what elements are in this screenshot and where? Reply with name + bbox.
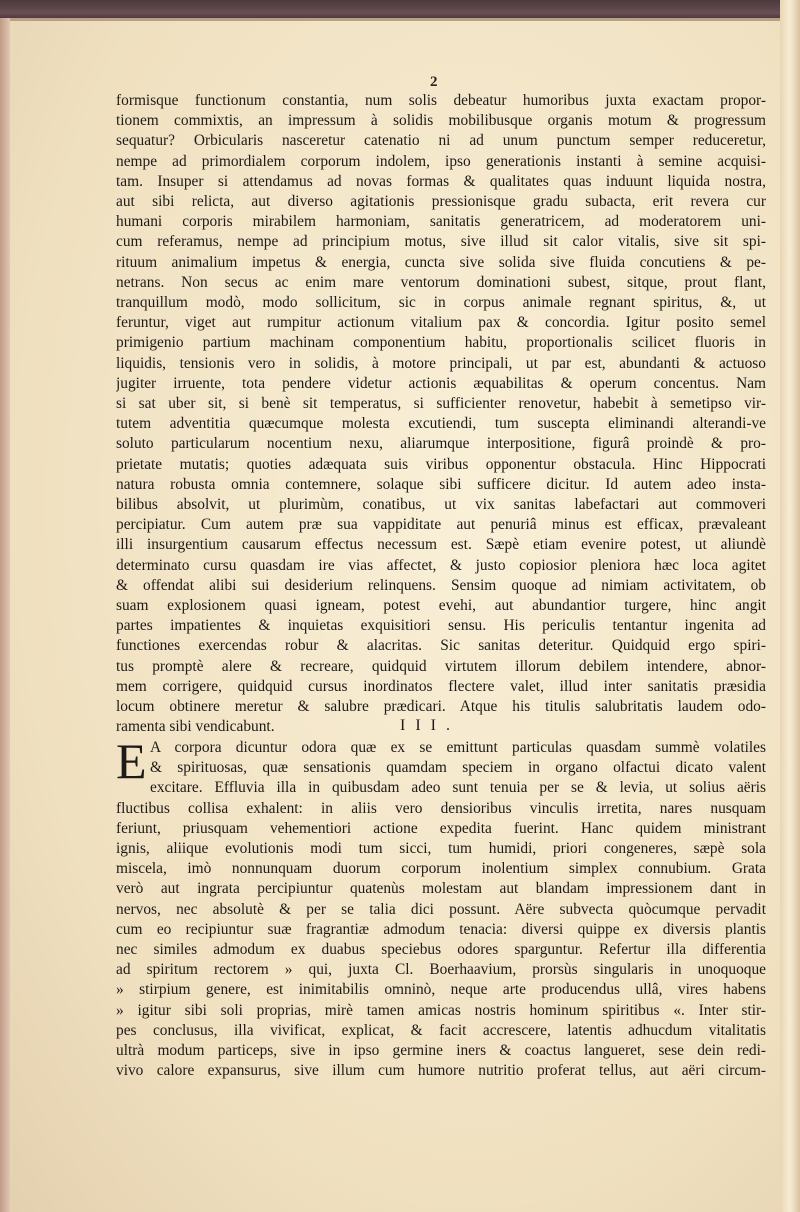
text-line: prietate mutatis; quoties adæquata suis viribus opponentur obstacula. Hinc Hippocrati [116,455,766,473]
text-line: aut sibi relicta, aut diverso agitationis pressionisque gradu subacta, erit revera cur [116,193,766,211]
text-line: cum eo recipiuntur suæ fragrantiæ admodum tenacia: diversi quippe ex diversis plantis [116,920,766,938]
text-line: nempe ad primordialem corporum indolem, ipso generationis instanti à semine acquisi- [116,152,766,170]
text-line: cum referamus, nempe ad principium motus, sive illud sit calor vitalis, sive sit spi- [116,233,766,251]
page-right-edge [780,0,800,1212]
text-line: liquidis, tensionis vero in solidis, à motore principali, ut par est, abundanti & actuoso [116,354,766,372]
text-line: ultrà modum particeps, sive in ipso germine iners & coactus langueret, sese dein redi- [116,1042,766,1060]
text-line: miscela, imò nonnunquam duorum corporum inolentium simplex connubium. Grata [116,860,766,878]
paragraph-2 [116,799,766,1082]
page-number: 2 [430,74,438,90]
text-line: tus promptè alere & recreare, quidquid virtutem illorum debilem intendere, abnor- [116,657,766,675]
text-line: excitare. Effluvia illa in quibusdam adeo sunt tenuia per se & levia, ut solius aëris [150,779,766,797]
paragraph-1 [116,91,766,738]
text-line: sequatur? Orbicularis nasceretur catenatio ni ad unum punctum semper reduceretur, [116,132,766,150]
text-line: ad spiritum rectorem » qui, juxta Cl. Boerhaavium, prorsùs singularis in unoquoque [116,961,766,979]
text-line: mem corrigere, quidquid cursus inordinatos flectere valet, illud inter sanitatis præsidia [116,677,766,695]
text-line: natura robusta omnia contemnere, solaque sibi sufficere dicitur. Id autem adeo insta- [116,475,766,493]
text-line: tionem commixtis, an impressum à solidis mobilibusque organis motum & progressum [116,112,766,130]
text-line: feruntur, viget aut rumpitur actionum vitalium pax & concordia. Igitur posito semel [116,314,766,332]
text-line: percipiatur. Cum autem præ sua vappiditate aut penuriâ minus est efficax, prævaleant [116,516,766,534]
text-line: bilibus absolvit, ut plurimùm, conatibus, ut vix sanitas labefactari aut commoveri [116,496,766,514]
text-line: ramenta sibi vendicabunt. [116,718,275,736]
text-line: functiones exercendas robur & alacritas. Sic sanitas deteritur. Quidquid ergo spiri- [116,637,766,655]
text-line: verò aut ingrata percipiuntur quatenùs molestam aut blandam impressionem dant in [116,880,766,898]
text-line: A corpora dicuntur odora quæ ex se emittunt particulas quasdam summè volatiles [150,739,766,756]
text-line: jugiter irruente, tota pendere videtur actionis æquabilitas & operum concentus. Nam [116,374,766,392]
text-line: ignis, aliique evolutionis modi tum sicci, tum humidi, priori congeneres, sæpè sola [116,840,766,857]
text-line: feriunt, priusquam vehementiori actione expedita fuerint. Hanc quidem ministrant [116,819,766,837]
text-line: rituum animalium impetus & energia, cuncta sive solida sive fluida concutiens & pe- [116,253,766,271]
text-line: pes conclusus, illa vivificat, explicat, & facit accrescere, latentis adhucdum vitalitatis [116,1021,766,1039]
text-line: suam explosionem quasi igneam, potest evehi, aut abundantior turgere, hinc angit [116,597,766,615]
text-line: primigenio partium machinam componentium habitu, proportionalis scilicet fluoris in [116,334,766,352]
text-line: vivo calore expansurus, sive illum cum humore nutritio proferat tellus, aut aëri circum- [116,1062,766,1080]
text-line: netrans. Non secus ac enim mare ventorum dominationi subest, sitque, prout flant, [116,273,766,291]
text-line: fluctibus collisa exhalent: in aliis vero densioribus vinculis irretita, nares nusquam [116,799,766,817]
text-line: tam. Insuper si attendamus ad novas formas & qualitates quas induunt liquida nostra, [116,172,766,190]
text-line: locum obtinere meretur & salubre prædicari. Atque his titulis salubritatis laudem odo- [116,698,766,716]
section-heading: III. [400,717,460,734]
text-line: formisque functionum constantia, num solis debeatur humoribus juxta exactam propor- [116,92,766,109]
text-line: tranquillum modò, modo sollicitum, sic in corpus animale regnant spiritus, &, ut [116,294,766,312]
text-line: & offendat alibi sui desiderium relinquens. Sensim quoque ad nimiam activitatem, ob [116,576,766,594]
paragraph-2-indented [150,738,766,799]
text-line: & spirituosas, quæ sensationis quamdam speciem in organo olfactui dicato valent [150,759,766,777]
drop-cap: E [116,733,147,789]
text-line: soluto particularum nocentium nexu, aliarumque interpositione, figurâ proindè & pro- [116,435,766,453]
text-line: nec similes admodum ex duabus speciebus odores sparguntur. Refertur illa differentia [116,941,766,959]
text-line: illi insurgentium causarum effectus necessum est. Sæpè etiam evenire potest, ut aliundè [116,536,766,554]
text-line: partes impatientes & inquietas exquisitiori sensu. His periculis tentantur ingenita ad [116,617,766,635]
text-line: tutem adventitia quæcumque molesta excutiendi, tum suscepta eliminandi alterandi-ve [116,415,766,433]
text-line: humani corporis mirabilem harmoniam, sanitatis generatricem, ad moderatorem uni- [116,213,766,231]
page-left-edge [0,18,10,1212]
text-line: determinato cursu quasdam ire vias affectet, & justo copiosior pleniora hæc loca agitet [116,556,766,574]
text-line: » stirpium genere, est inimitabilis omninò, neque arte producendus ullâ, vires habens [116,981,766,999]
text-line: » igitur sibi soli proprias, mirè tamen amicas nostris hominum spiritibus «. Inter stir- [116,1001,766,1019]
text-line: si sat uber sit, si benè sit temperatus, si sufficienter renovetur, habebit à semetipso vir- [116,395,766,413]
text-line: nervos, nec absolutè & per se talia dici possunt. Aëre subvecta quòcumque pervadit [116,900,766,918]
